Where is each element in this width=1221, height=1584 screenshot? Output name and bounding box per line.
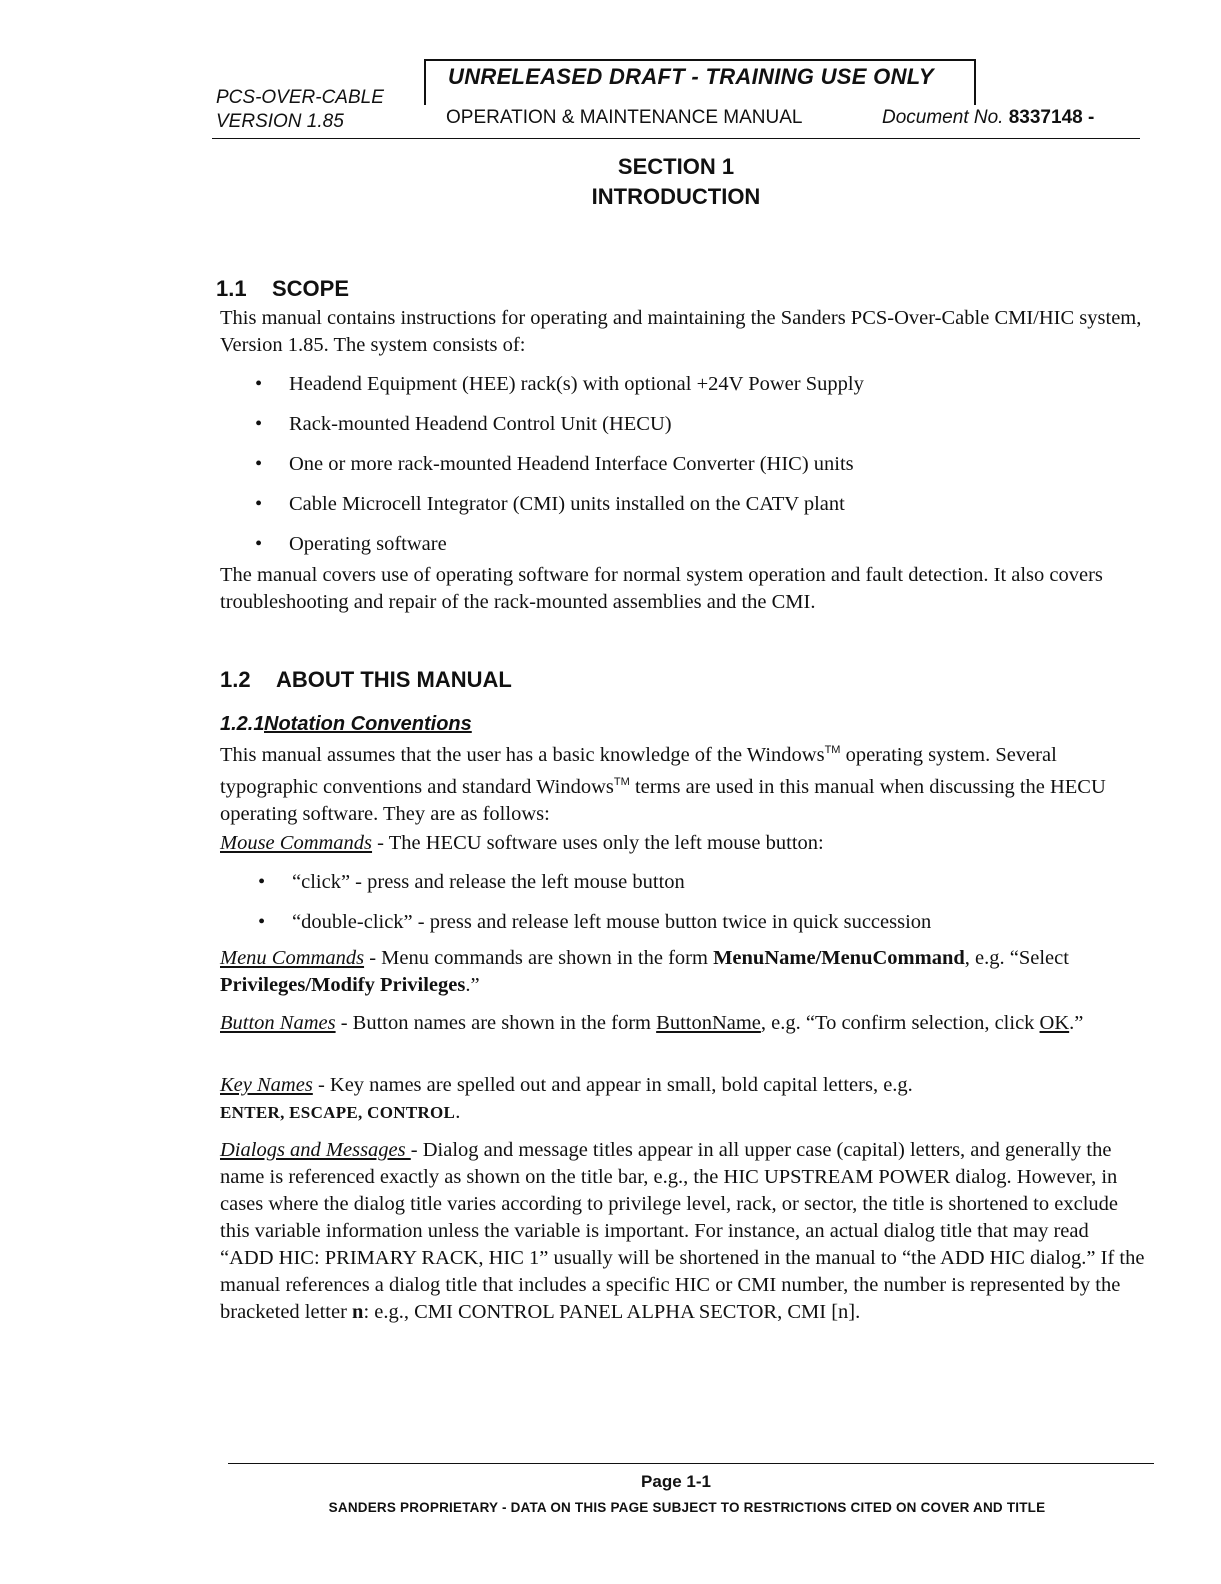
product-name: PCS-OVER-CABLE: [216, 87, 384, 108]
trademark-mark: TM: [613, 775, 630, 788]
manual-title: OPERATION & MAINTENANCE MANUAL: [446, 107, 803, 128]
key-names-label: Key Names: [220, 1074, 313, 1096]
document-label: Document No.: [882, 107, 1004, 128]
bullet-icon: •: [255, 453, 263, 475]
list-item: • Headend Equipment (HEE) rack(s) with optional +24V Power Supply: [255, 370, 864, 410]
list-item: • “click” - press and release the left mouse button: [258, 868, 931, 908]
subheading-notation: [220, 713, 472, 736]
trademark-mark: TM: [824, 744, 841, 756]
button-names: Button Names - Button names are shown in the form ButtonName, e.g. “To confirm selection, click OK.”: [220, 1012, 1084, 1034]
scope-closing: The manual covers use of operating software for normal system operation and fault detection. It also covers troubleshooting and repair of the rack-mounted assemblies and the CMI.: [220, 564, 1103, 613]
bullet-icon: •: [255, 533, 263, 555]
notation-intro: This manual assumes that the user has a basic knowledge of the Windows™ operating system. Several typographic conventions and standard Windows™ terms are used in this manual when discussing the HECU operating software. They are as follows:: [220, 743, 1106, 825]
heading-number: 1.2: [220, 667, 251, 692]
bullet-icon: •: [255, 373, 263, 395]
dialogs-and-messages: Dialogs and Messages - Dialog and message titles appear in all upper case (capital) letters, and generally the name is referenced exactly as shown on the title bar, e.g., the HIC UPSTREAM POWER dialog. However, in cases where the dialog title varies according to privilege level, rack, or sector, the title is shortened to exclude this variable information unless the variable is important. For instance, an actual dialog title that may read “ADD HIC: PRIMARY RACK, HIC 1” usually will be shortened in the manual to “the ADD HIC dialog.” If the manual references a dialog title that includes a specific HIC or CMI number, the number is represented by the bracketed letter n: e.g., CMI CONTROL PANEL ALPHA SECTOR, CMI [n].: [220, 1139, 1145, 1323]
heading-about: [220, 667, 512, 693]
document-number: [882, 107, 1094, 129]
section-name: INTRODUCTION: [591, 184, 761, 209]
scope-intro: This manual contains instructions for operating and maintaining the Sanders PCS-Over-Cable CMI/HIC system, Version 1.85. The system consists of:: [220, 307, 1142, 356]
footer-divider: [228, 1463, 1154, 1464]
key-examples: ENTER, ESCAPE, CONTROL: [220, 1103, 456, 1122]
document-number-value: 8337148 -: [1008, 107, 1095, 128]
button-names-label: Button Names: [220, 1012, 336, 1034]
header-product: [216, 86, 384, 134]
bullet-icon: •: [255, 413, 263, 435]
mouse-commands-label: Mouse Commands: [220, 832, 373, 854]
list-item: • One or more rack-mounted Headend Interface Converter (HIC) units: [255, 450, 864, 490]
list-item: • Rack-mounted Headend Control Unit (HECU): [255, 410, 864, 450]
list-item: • “double-click” - press and release left mouse button twice in quick succession: [258, 908, 931, 948]
product-version: VERSION 1.85: [216, 111, 344, 132]
mouse-bullet-list: [258, 868, 931, 948]
bullet-icon: •: [258, 871, 266, 893]
list-item: • Cable Microcell Integrator (CMI) units installed on the CATV plant: [255, 490, 864, 530]
bullet-icon: •: [258, 911, 266, 933]
heading-text: ABOUT THIS MANUAL: [276, 667, 512, 692]
dialogs-label: Dialogs and Messages: [220, 1139, 411, 1161]
proprietary-notice: SANDERS PROPRIETARY - DATA ON THIS PAGE SUBJECT TO RESTRICTIONS CITED ON COVER AND TITLE: [328, 1500, 1046, 1515]
bullet-icon: •: [255, 493, 263, 515]
mouse-commands: Mouse Commands - The HECU software uses only the left mouse button:: [220, 832, 824, 854]
key-names: Key Names - Key names are spelled out and appear in small, bold capital letters, e.g. ENTER, ESCAPE, CONTROL.: [220, 1074, 913, 1123]
page-number: Page 1-1: [641, 1472, 711, 1491]
list-item: • Operating software: [255, 530, 864, 570]
draft-banner: UNRELEASED DRAFT - TRAINING USE ONLY: [448, 64, 934, 89]
heading-text: SCOPE: [272, 276, 350, 301]
section-number: SECTION 1: [617, 154, 735, 179]
header-divider: [212, 138, 1140, 139]
menu-commands-label: Menu Commands: [220, 947, 365, 969]
heading-scope: [216, 276, 349, 302]
subheading-text: Notation Conventions: [264, 713, 472, 735]
heading-number: 1.1: [216, 276, 247, 301]
subheading-number: 1.2.1: [220, 713, 265, 735]
menu-commands: Menu Commands - Menu commands are shown in the form MenuName/MenuCommand, e.g. “Select Privileges/Modify Privileges.”: [220, 947, 1069, 996]
section-title: [212, 152, 1140, 212]
scope-bullet-list: [255, 370, 864, 570]
